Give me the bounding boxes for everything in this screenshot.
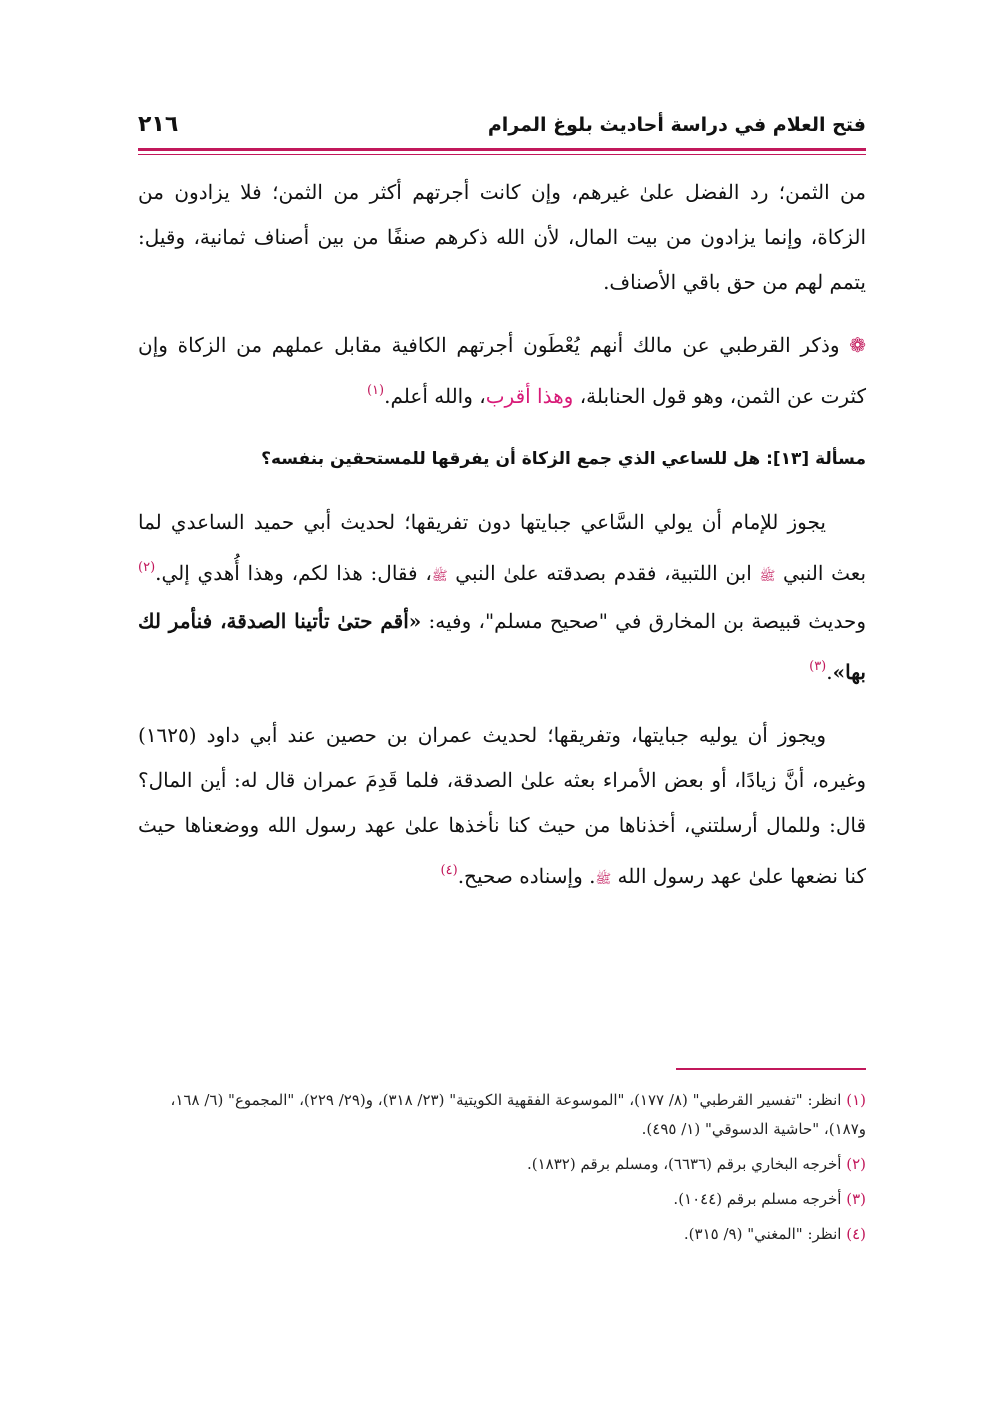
- hadith-quote: «أقم حتىٰ تأتينا الصدقة، فنأمر لك بها»: [138, 609, 866, 684]
- footnote: [138, 1185, 866, 1214]
- footnote-text: أخرجه مسلم برقم (١٠٤٤).: [673, 1190, 842, 1208]
- footnote-ref-2[interactable]: (٢): [138, 560, 156, 575]
- paragraph-2: [138, 323, 866, 419]
- paragraph-2-text: وذكر القرطبي عن مالك أنهم يُعْطَون أجرتهم الكافية مقابل عملهم من الزكاة وإن كثرت عن الثمن، وهو قول الحنابلة،: [138, 333, 866, 408]
- paragraph-3-b: ابن اللتبية، فقدم بصدقته علىٰ النبي: [455, 561, 752, 585]
- header-rule-thick: [138, 148, 866, 151]
- paragraph-3-a: يجوز للإمام أن يولي السَّاعي جبايتها دون تفريقها؛ لحديث أبي حميد الساعدي لما بعث النبي: [138, 510, 867, 585]
- quote-dot: .: [826, 660, 833, 684]
- footnote: [138, 1150, 866, 1179]
- footnote-ref-3[interactable]: (٣): [809, 659, 827, 674]
- footnote-ref-4[interactable]: (٤): [440, 863, 458, 878]
- paragraph-4-b: . وإسناده صحيح.: [457, 864, 596, 888]
- footnote-ref-1[interactable]: (١): [366, 383, 385, 398]
- page-number: ٢١٦: [138, 112, 179, 137]
- issue-heading: مسألة [١٣]: هل للساعي الذي جمع الزكاة أن يفرقها للمستحقين بنفسه؟: [261, 449, 866, 469]
- footnote-number: (٤): [846, 1225, 866, 1243]
- footnote: [138, 1220, 866, 1249]
- footnote-number: (٣): [846, 1190, 866, 1208]
- paragraph-4: [138, 713, 866, 902]
- paragraph-2-end: ، والله أعلم.: [384, 384, 486, 408]
- salawat-icon: ﷺ: [759, 569, 776, 584]
- footnote-text: انظر: "تفسير القرطبي" (٨/ ١٧٧)، "الموسوعة الفقهية الكويتية" (٢٣/ ٣١٨)، و(٢٩/ ٢٢٩)، "المجموع" (٦/ ١٦٨، و١٨٧)، "حاشية الدسوقي" (١/ ٤٩٥).: [170, 1091, 866, 1138]
- footnote: [138, 1086, 866, 1144]
- footnotes: [138, 1086, 866, 1255]
- footnote-text: أخرجه البخاري برقم (٦٦٣٦)، ومسلم برقم (١٨٣٢).: [526, 1155, 842, 1173]
- footnote-number: (٢): [846, 1155, 866, 1173]
- footnote-number: (١): [846, 1091, 866, 1109]
- paragraph-4-a: ويجوز أن يوليه جبايتها، وتفريقها؛ لحديث عمران بن حصين عند أبي داود (١٦٢٥) وغيره، أنَّ زيادًا، أو بعض الأمراء بعثه علىٰ الصدقة، فلما قَدِمَ عمران قال له: أين المال؟ قال: وللمال أرسلتني، أخذناها من حيث كنا نأخذها علىٰ عهد رسول الله ووضعناها حيث كنا نضعها علىٰ عهد رسول الله: [138, 723, 867, 888]
- page-header: [138, 112, 866, 148]
- highlight-text: وهذا أقرب: [485, 384, 574, 408]
- footnote-separator: [676, 1068, 866, 1070]
- salawat-icon: ﷺ: [431, 569, 448, 584]
- footnote-text: انظر: "المغني" (٩/ ٣١٥).: [683, 1225, 842, 1243]
- salawat-icon: ﷺ: [595, 872, 612, 887]
- paragraph-3: [138, 500, 866, 695]
- book-title: فتح العلام في دراسة أحاديث بلوغ المرام: [487, 114, 866, 136]
- paragraph-3-d: وحديث قبيصة بن المخارق في "صحيح مسلم"، وفيه:: [428, 609, 866, 633]
- flower-marker-icon: ❁: [849, 333, 867, 357]
- paragraph-3-c: ، فقال: هذا لكم، وهذا أُهدي إلي.: [155, 561, 432, 585]
- header-rule-thin: [138, 154, 866, 155]
- body-text: [138, 170, 866, 902]
- paragraph-1: من الثمن؛ رد الفضل علىٰ غيرهم، وإن كانت أجرتهم أكثر من الثمن؛ فلا يزادون من الزكاة، وإنما يزادون من بيت المال، لأن الله ذكرهم صنفًا من بين أصناف ثمانية، وقيل: يتمم لهم من حق باقي الأصناف.: [138, 180, 866, 294]
